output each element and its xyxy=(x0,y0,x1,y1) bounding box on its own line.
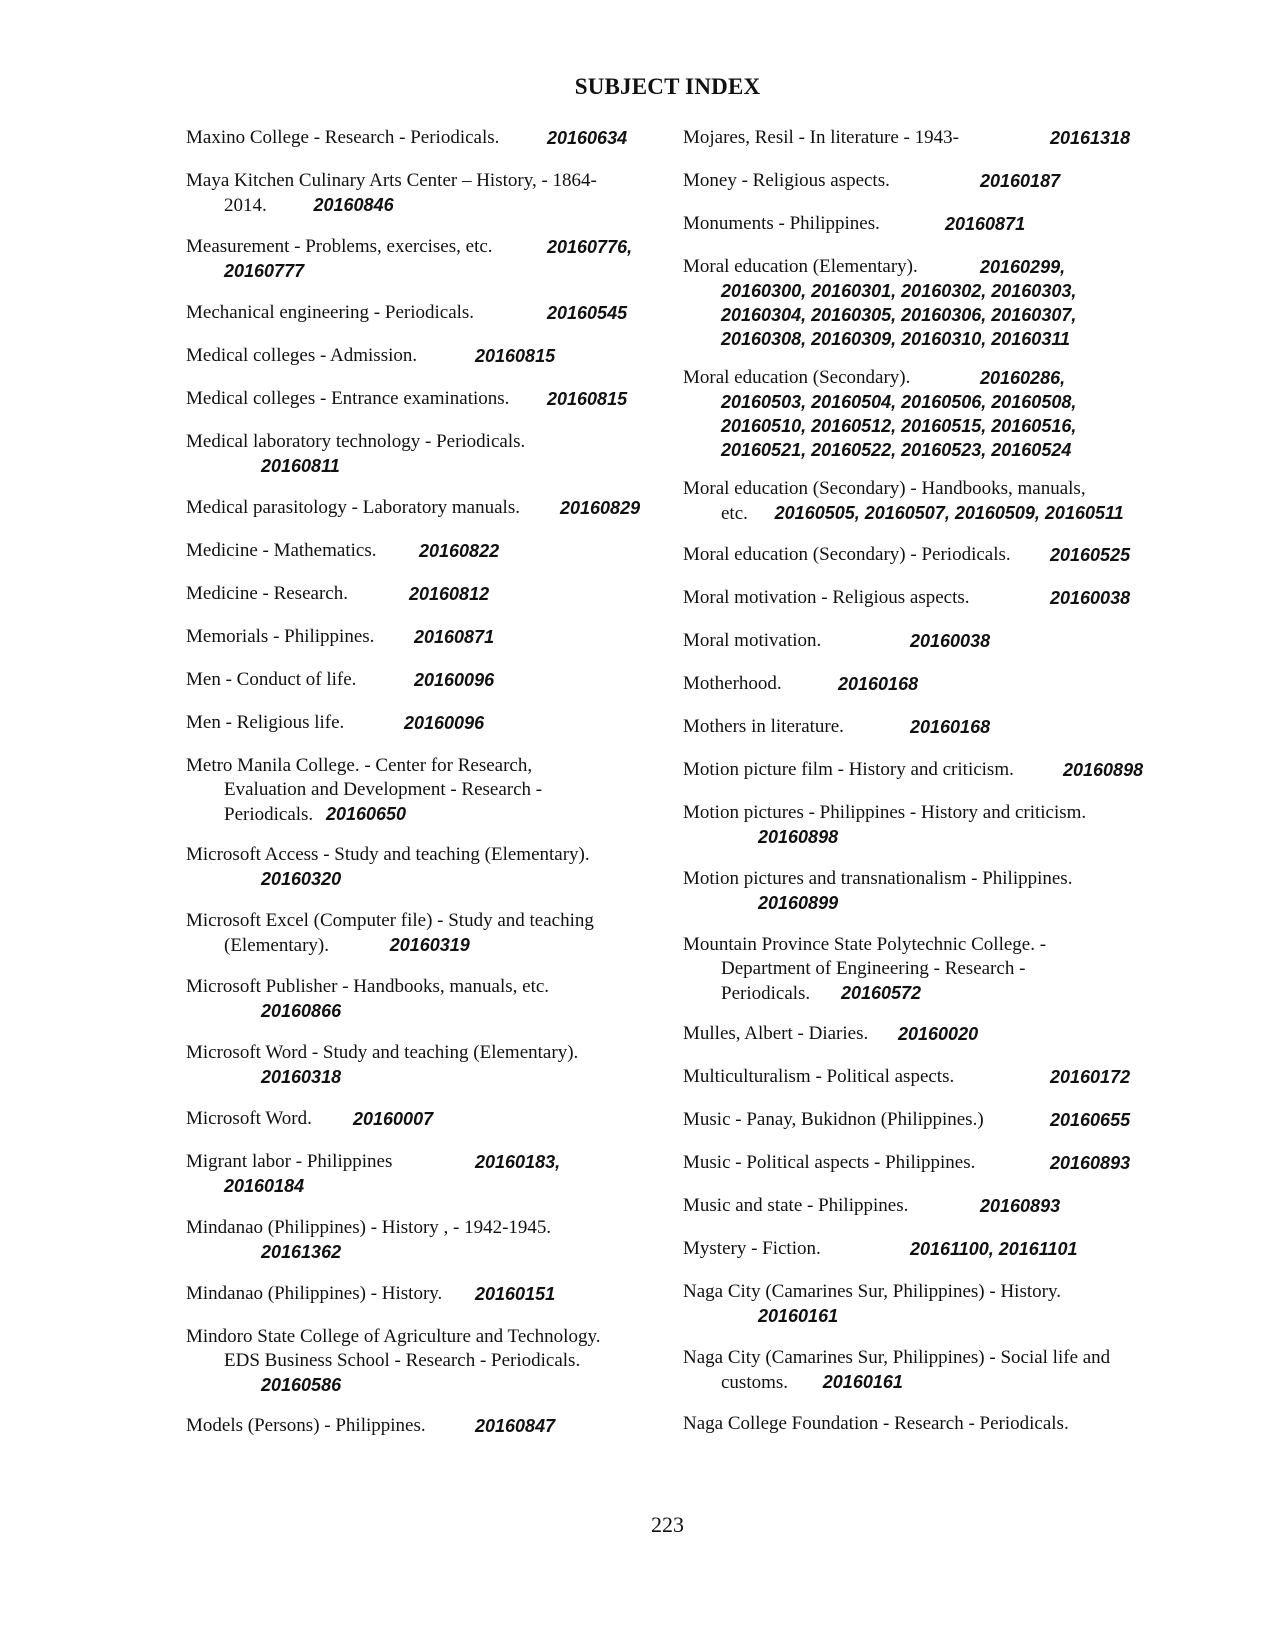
index-entry xyxy=(683,1412,1173,1436)
entry-reference: 20160183, xyxy=(475,1152,561,1172)
entry-heading-continued: 2014. 20160846 xyxy=(224,195,394,216)
entry-heading-continued: (Elementary). 20160319 xyxy=(224,935,470,956)
entry-reference: 20160899 xyxy=(758,893,839,913)
index-entry xyxy=(186,1150,656,1198)
index-entry xyxy=(186,754,656,827)
entry-reference: 20160655 xyxy=(1050,1110,1131,1130)
index-entry xyxy=(186,625,656,649)
index-entry xyxy=(186,1107,656,1131)
entry-heading: Moral education (Secondary) - Handbooks, manuals, xyxy=(683,478,1086,499)
entry-reference: 20160318 xyxy=(261,1067,342,1087)
page-title: SUBJECT INDEX xyxy=(574,74,761,99)
index-entry xyxy=(186,582,656,606)
index-entry xyxy=(683,1237,1173,1261)
entry-heading: Microsoft Excel (Computer file) - Study and teaching xyxy=(186,910,594,931)
entry-reference: 20160096 xyxy=(414,670,495,690)
index-entry xyxy=(683,1151,1173,1175)
entry-heading-continued: EDS Business School - Research - Periodicals. xyxy=(224,1350,581,1371)
entry-heading: Mindanao (Philippines) - History. xyxy=(186,1283,443,1304)
entry-heading: Mountain Province State Polytechnic College. - xyxy=(683,934,1047,955)
index-entry xyxy=(186,843,656,891)
entry-reference: 20160898 xyxy=(758,827,839,847)
entry-heading: Men - Religious life. xyxy=(186,712,345,733)
page-number: 223 xyxy=(651,1512,684,1537)
entry-reference: 20160815 xyxy=(475,346,556,366)
entry-heading: Mojares, Resil - In literature - 1943- xyxy=(683,127,959,148)
index-entry xyxy=(186,387,656,411)
entry-heading: Multiculturalism - Political aspects. xyxy=(683,1066,955,1087)
entry-reference: 20160096 xyxy=(404,713,485,733)
entry-reference: 20160776, xyxy=(547,237,633,257)
entry-reference-continued: 20160304, 20160305, 20160306, 20160307, xyxy=(721,305,1077,325)
entry-heading: Mechanical engineering - Periodicals. xyxy=(186,302,475,323)
entry-heading: Motion picture film - History and criticism. xyxy=(683,759,1014,780)
entry-heading-continued: Periodicals. 20160572 xyxy=(721,983,922,1004)
index-entry xyxy=(683,933,1173,1006)
index-entry xyxy=(683,477,1173,526)
entry-reference: 20160320 xyxy=(261,869,342,889)
entry-heading: Models (Persons) - Philippines. xyxy=(186,1415,426,1436)
entry-heading: Moral motivation. xyxy=(683,630,822,651)
index-entry xyxy=(186,539,656,563)
entry-heading: Music - Panay, Bukidnon (Philippines.) xyxy=(683,1109,984,1130)
entry-reference: 20160650 xyxy=(325,804,407,824)
entry-reference: 20160812 xyxy=(409,584,490,604)
entry-heading: Moral education (Elementary). xyxy=(683,256,918,277)
index-entry xyxy=(186,496,656,520)
entry-reference-continued: 20160300, 20160301, 20160302, 20160303, xyxy=(721,281,1077,301)
entry-heading: Music - Political aspects - Philippines. xyxy=(683,1152,976,1173)
entry-reference: 20160545 xyxy=(547,303,628,323)
entry-heading: Measurement - Problems, exercises, etc. xyxy=(186,236,493,257)
entry-heading: Microsoft Word. xyxy=(186,1108,312,1129)
entry-heading: Medical laboratory technology - Periodicals. xyxy=(186,431,526,452)
entry-heading: Mothers in literature. xyxy=(683,716,844,737)
entry-reference: 20160319 xyxy=(389,935,470,955)
entry-reference: 20160846 xyxy=(313,195,394,215)
entry-heading: Mystery - Fiction. xyxy=(683,1238,821,1259)
entry-reference: 20160161 xyxy=(822,1372,903,1392)
index-entry xyxy=(683,1022,1173,1046)
entry-reference: 20161100, 20161101 xyxy=(910,1239,1078,1259)
entry-reference: 20160634 xyxy=(547,128,628,148)
entry-heading: Medical parasitology - Laboratory manuals. xyxy=(186,497,520,518)
entry-heading-continued: etc. 20160505, 20160507, 20160509, 20160511 xyxy=(721,503,1124,524)
index-entry xyxy=(683,586,1173,610)
entry-reference: 20160847 xyxy=(475,1416,556,1436)
entry-heading: Moral education (Secondary) - Periodicals. xyxy=(683,544,1011,565)
entry-heading-continued: Department of Engineering - Research - xyxy=(721,958,1026,979)
entry-heading: Naga College Foundation - Research - Periodicals. xyxy=(683,1413,1069,1434)
entry-reference: 20160168 xyxy=(910,717,991,737)
index-entry xyxy=(186,711,656,735)
entry-heading: Mulles, Albert - Diaries. xyxy=(683,1023,869,1044)
entry-heading: Mindanao (Philippines) - History , - 1942-1945. xyxy=(186,1217,552,1238)
entry-reference: 20160187 xyxy=(980,171,1061,191)
entry-heading: Moral motivation - Religious aspects. xyxy=(683,587,970,608)
entry-heading: Medicine - Research. xyxy=(186,583,348,604)
entry-reference-continued: 20160510, 20160512, 20160515, 20160516, xyxy=(721,416,1077,436)
index-entry xyxy=(186,1414,656,1438)
entry-heading-continued: Periodicals. 20160650 xyxy=(224,804,407,825)
entry-reference: 20160172 xyxy=(1050,1067,1131,1087)
index-entry xyxy=(683,1194,1173,1218)
entry-reference: 20161318 xyxy=(1050,128,1131,148)
entry-reference-continued: 20160521, 20160522, 20160523, 20160524 xyxy=(721,440,1072,460)
entry-heading: Maya Kitchen Culinary Arts Center – History, - 1864- xyxy=(186,170,597,191)
entry-heading: Microsoft Access - Study and teaching (Elementary). xyxy=(186,844,590,865)
entry-reference-continued: 20160777 xyxy=(224,261,305,281)
index-entry xyxy=(683,801,1173,849)
index-entry xyxy=(683,1280,1173,1328)
entry-heading: Music and state - Philippines. xyxy=(683,1195,909,1216)
entry-reference: 20160811 xyxy=(261,456,340,476)
entry-reference: 20160525 xyxy=(1050,545,1131,565)
index-entry xyxy=(683,715,1173,739)
entry-reference: 20160151 xyxy=(475,1284,556,1304)
entry-heading: Microsoft Word - Study and teaching (Elementary). xyxy=(186,1042,579,1063)
index-entry xyxy=(683,169,1173,193)
entry-heading-continued: customs. 20160161 xyxy=(721,1372,903,1393)
entry-heading: Medical colleges - Entrance examinations. xyxy=(186,388,510,409)
entry-heading: Motion pictures and transnationalism - Philippines. xyxy=(683,868,1073,889)
entry-reference: 20160893 xyxy=(1050,1153,1131,1173)
index-entry xyxy=(186,1282,656,1306)
index-entry xyxy=(683,255,1173,351)
entry-heading: Men - Conduct of life. xyxy=(186,669,357,690)
entry-heading-continued: Evaluation and Development - Research - xyxy=(224,779,543,800)
entry-reference: 20160871 xyxy=(945,214,1026,234)
entry-heading: Monuments - Philippines. xyxy=(683,213,880,234)
entry-reference-continued: 20160503, 20160504, 20160506, 20160508, xyxy=(721,392,1077,412)
index-entry xyxy=(186,1325,656,1397)
entry-heading: Moral education (Secondary). xyxy=(683,367,911,388)
entry-reference: 20160572 xyxy=(840,983,922,1003)
entry-reference: 20161362 xyxy=(261,1242,342,1262)
index-entry xyxy=(186,430,656,478)
entry-heading: Naga City (Camarines Sur, Philippines) - History. xyxy=(683,1281,1061,1302)
entry-reference: 20160007 xyxy=(353,1109,434,1129)
entry-heading: Motherhood. xyxy=(683,673,782,694)
entry-reference: 20160038 xyxy=(1050,588,1131,608)
entry-heading: Microsoft Publisher - Handbooks, manuals, etc. xyxy=(186,976,550,997)
index-entry xyxy=(683,1108,1173,1132)
index-entry xyxy=(186,126,656,150)
index-entry xyxy=(683,1065,1173,1089)
index-entry xyxy=(186,909,656,958)
entry-reference: 20160898 xyxy=(1063,760,1144,780)
index-entry xyxy=(186,235,656,283)
entry-heading: Metro Manila College. - Center for Research, xyxy=(186,755,533,776)
entry-reference-continued: 20160308, 20160309, 20160310, 20160311 xyxy=(721,329,1071,349)
entry-heading: Motion pictures - Philippines - History and criticism. xyxy=(683,802,1087,823)
entry-reference: 20160505, 20160507, 20160509, 20160511 xyxy=(774,503,1124,523)
index-entry xyxy=(683,126,1173,150)
entry-heading: Migrant labor - Philippines xyxy=(186,1151,393,1172)
entry-reference: 20160020 xyxy=(898,1024,979,1044)
index-entry xyxy=(683,629,1173,653)
entry-reference: 20160586 xyxy=(261,1375,342,1395)
index-entry xyxy=(683,758,1173,782)
entry-heading: Naga City (Camarines Sur, Philippines) - Social life and xyxy=(683,1347,1111,1368)
index-entry xyxy=(186,344,656,368)
entry-reference: 20160866 xyxy=(261,1001,342,1021)
entry-reference: 20160822 xyxy=(419,541,500,561)
index-entry xyxy=(186,975,656,1023)
entry-heading: Mindoro State College of Agriculture and Technology. xyxy=(186,1326,601,1347)
entry-reference: 20160299, xyxy=(980,257,1066,277)
entry-reference: 20160829 xyxy=(560,498,641,518)
entry-reference: 20160815 xyxy=(547,389,628,409)
index-entry xyxy=(683,867,1173,915)
index-entry xyxy=(683,366,1173,462)
index-entry xyxy=(683,672,1173,696)
entry-heading: Maxino College - Research - Periodicals. xyxy=(186,127,500,148)
entry-heading: Medical colleges - Admission. xyxy=(186,345,418,366)
index-entry xyxy=(186,668,656,692)
entry-heading: Medicine - Mathematics. xyxy=(186,540,377,561)
entry-reference: 20160161 xyxy=(758,1306,839,1326)
entry-heading: Memorials - Philippines. xyxy=(186,626,375,647)
index-entry xyxy=(186,169,656,218)
entry-reference: 20160893 xyxy=(980,1196,1061,1216)
entry-reference: 20160168 xyxy=(838,674,919,694)
index-entry xyxy=(186,1041,656,1089)
entry-heading: Money - Religious aspects. xyxy=(683,170,890,191)
index-entry xyxy=(186,1216,656,1264)
entry-reference: 20160871 xyxy=(414,627,495,647)
index-entry xyxy=(186,301,656,325)
entry-reference-continued: 20160184 xyxy=(224,1176,305,1196)
index-entry xyxy=(683,1346,1173,1395)
entry-reference: 20160038 xyxy=(910,631,991,651)
entry-reference: 20160286, xyxy=(980,368,1066,388)
index-entry xyxy=(683,543,1173,567)
index-entry xyxy=(683,212,1173,236)
